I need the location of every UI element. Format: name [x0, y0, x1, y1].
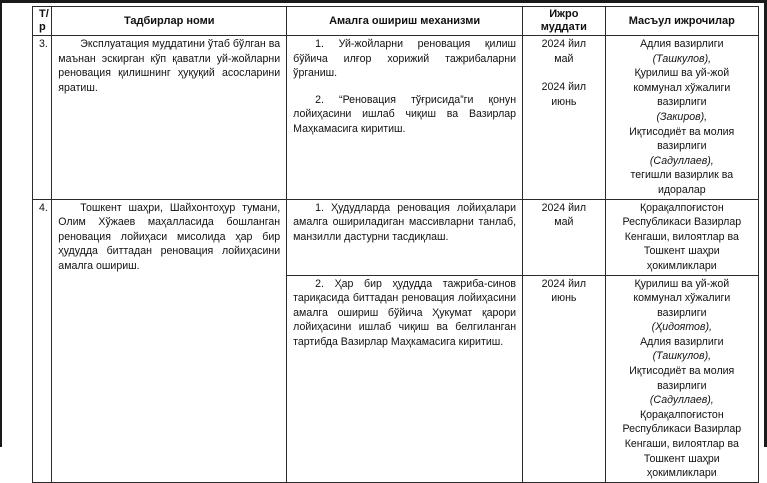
responsible-cell: [605, 36, 758, 200]
term-year: 2024 йил: [541, 277, 587, 290]
responsible-person: (Садуллаев),: [649, 394, 714, 407]
responsible-cell: [605, 275, 758, 482]
term-month: май: [554, 216, 574, 229]
responsible-person: (Ташкулов),: [652, 350, 712, 363]
mechanism-item: 1. Ҳудудларда реновация лойиҳалари амалга ошириладиган массивларни танлаб, манзилли дастурни тасдиқлаш.: [293, 201, 517, 243]
term-month: июнь: [551, 95, 577, 108]
header-responsible: Масъул ижрочилар: [605, 7, 758, 36]
term-year: 2024 йил: [541, 81, 587, 94]
measures-table: [32, 6, 759, 483]
term-month: июнь: [551, 292, 577, 305]
responsible-entity: Қурилиш ва уй-жой коммунал хўжалиги вазирлиги: [633, 67, 731, 109]
responsible-entity: Адлия вазирлиги: [640, 335, 724, 348]
header-term: Ижро муддати: [523, 7, 606, 36]
responsible-person: (Ҳидоятов),: [651, 321, 712, 334]
mechanism-cell: [287, 36, 523, 200]
responsible-cell: [605, 199, 758, 275]
row-number: 4.: [33, 199, 52, 482]
header-mechanism: Амалга ошириш механизми: [287, 7, 523, 36]
responsible-entity: Қорақалпоғистон Республикаси Вазирлар Кенгаши, вилоятлар ва Тошкент шаҳри ҳокимликлари: [622, 408, 742, 480]
responsible-person: (Ташкулов),: [652, 52, 712, 65]
term-cell: [523, 275, 606, 482]
term-cell: [523, 199, 606, 275]
responsible-entity: Адлия вазирлиги: [640, 38, 724, 50]
header-name: Тадбирлар номи: [52, 7, 287, 36]
scan-left-edge: [0, 0, 2, 447]
mechanism-cell: [287, 275, 523, 482]
measure-name: Тошкент шаҳри, Шайхонтоҳур тумани, Олим Хўжаев маҳалласида бошланган реновация лойиҳаси мисолида ҳар бир ҳудудда биттадан реновация лойиҳасини амалга ошириш.: [52, 199, 287, 482]
scan-top-edge: [0, 0, 767, 3]
responsible-person: (Садуллаев),: [649, 154, 714, 167]
responsible-entity: Иқтисодиёт ва молия вазирлиги: [629, 365, 735, 392]
responsible-entity: Қурилиш ва уй-жой коммунал хўжалиги вазирлиги: [633, 277, 731, 319]
table-header-row: [33, 7, 759, 36]
term-year: 2024 йил: [541, 38, 587, 50]
mechanism-item: 2. Ҳар бир ҳудудда тажриба-синов тариқасида биттадан реновация лойиҳасини амалга ошириш бўйича Ҳукумат қарори лойиҳасини ишлаб чиқиш ва белгиланган тартибда Вазирлар Маҳкамасига киритиш.: [293, 277, 517, 348]
responsible-entity: Иқтисодиёт ва молия вазирлиги: [629, 125, 735, 153]
responsible-entity: тегишли вазирлик ва идоралар: [630, 169, 734, 196]
measure-name: Эксплуатация муддатини ўтаб бўлган ва маънан эскирган кўп қаватли уй-жойларни реновация қилишнинг ҳуқуқий асосларини яратиш.: [52, 36, 287, 200]
term-cell: [523, 36, 606, 200]
mechanism-item: 2. “Реновация тўғрисида”ги қонун лойиҳасини ишлаб чиқиш ва Вазирлар Маҳкамасига киритиш.: [293, 93, 517, 135]
header-num: Т/р: [33, 7, 52, 36]
mechanism-item: 1. Уй-жойларни реновация қилиш бўйича илғор хорижий тажрибаларни ўрганиш.: [293, 38, 517, 80]
table-row: [33, 199, 759, 275]
mechanism-cell: [287, 199, 523, 275]
term-month: май: [554, 52, 574, 65]
row-number: 3.: [33, 36, 52, 200]
responsible-entity: Қорақалпоғистон Республикаси Вазирлар Кенгаши, вилоятлар ва Тошкент шаҳри ҳокимликлари: [622, 201, 742, 272]
table-row: [33, 36, 759, 200]
term-year: 2024 йил: [541, 201, 587, 214]
responsible-person: (Закиров),: [656, 110, 708, 123]
